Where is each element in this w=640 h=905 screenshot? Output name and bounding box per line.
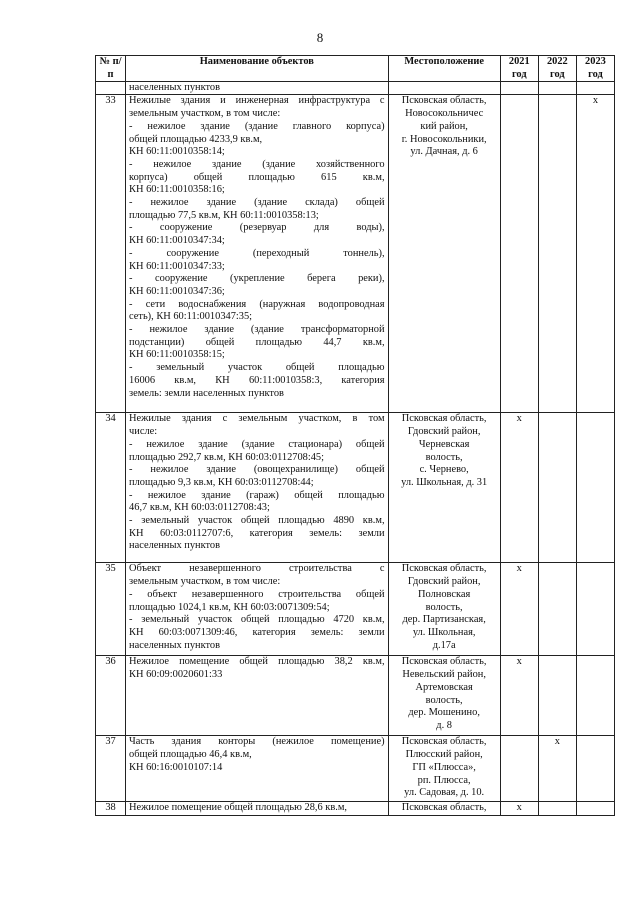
object-name-line: - сооружение (резервуар для воды),: [129, 222, 385, 234]
location-line: волость,: [425, 694, 463, 706]
year-2021-mark: [500, 95, 538, 413]
object-name-line: - объект незавершенного строительства общей: [129, 588, 385, 600]
row-number: 33: [96, 95, 126, 413]
object-name-line: земельным участком, в том числе:: [129, 108, 281, 120]
object-name-line: населенных пунктов: [129, 540, 220, 552]
object-name-line: сеть), КН 60:11:0010347:35;: [129, 311, 253, 323]
object-name-line: Нежилое помещение общей площадью 28,6 кв.м,: [129, 802, 348, 814]
object-name-line: - нежилое здание (здание трансформаторной: [129, 324, 385, 336]
object-name-line: корпуса) общей площадью 615 кв.м,: [129, 171, 385, 183]
object-name-line: - сооружение (переходный тоннель),: [129, 247, 385, 259]
row-number: 35: [96, 563, 126, 656]
location-line: Псковская область,: [401, 563, 487, 575]
location-line: ГП «Плюсса»,: [412, 761, 476, 773]
table-row: [96, 95, 615, 413]
object-name-line: КН 60:03:0071309:46, категория земель: земли: [129, 626, 385, 638]
object-location: [388, 802, 500, 816]
header-location: Местоположение: [388, 56, 500, 82]
table-row: [96, 413, 615, 563]
object-name-line: подстанции) общей площадью 44,7 кв.м,: [129, 336, 385, 348]
location-line: дер. Мошенино,: [408, 707, 480, 719]
location-line: Псковская область,: [401, 95, 487, 107]
object-name-line: 46,7 кв.м, КН 60:03:0112708:43;: [129, 502, 270, 514]
object-name-line: - нежилое здание (здание главного корпуса): [129, 120, 385, 132]
header-2021: 2021 год: [500, 56, 538, 82]
object-name-line: Объект незавершенного строительства с: [129, 563, 385, 575]
object-name-line: общей площадью 4233,9 кв.м,: [129, 133, 263, 145]
location-line: Черневская: [418, 438, 470, 450]
object-name-line: КН 60:03:0112707:6, категория земель: земли: [129, 527, 385, 539]
row-number: 38: [96, 802, 126, 816]
object-name: [126, 802, 389, 816]
location-line: ул. Садовая, д. 10.: [404, 787, 485, 799]
continuation-y2022-cell: [538, 82, 576, 95]
year-2023-mark: [576, 656, 614, 736]
object-location: [388, 656, 500, 736]
location-line: Гдовский район,: [407, 576, 481, 588]
object-name-line: площадью 9,3 кв.м, КН 60:03:0112708:44;: [129, 476, 314, 488]
row-number: 36: [96, 656, 126, 736]
year-2021-mark: х: [500, 413, 538, 563]
location-line: рп. Плюсса,: [417, 774, 471, 786]
location-line: Артемовская: [415, 681, 473, 693]
header-2023: 2023 год: [576, 56, 614, 82]
object-name-line: Нежилые здания с земельным участком, в том: [129, 413, 385, 425]
year-2023-mark: [576, 413, 614, 563]
object-name: [126, 95, 389, 413]
year-2023-mark: [576, 736, 614, 802]
location-line: Гдовский район,: [407, 426, 481, 438]
location-line: кий район,: [420, 120, 468, 132]
location-line: волость,: [425, 451, 463, 463]
table-row: [96, 563, 615, 656]
location-line: Невельский район,: [402, 669, 486, 681]
object-name-line: земель: земли населенных пунктов: [129, 387, 284, 399]
table-header-row: [96, 56, 615, 82]
page-number: 8: [316, 30, 324, 45]
object-location: [388, 95, 500, 413]
object-name-line: - земельный участок общей площадью 4890 кв.м,: [129, 515, 385, 527]
object-name-line: КН 60:11:0010358:16;: [129, 184, 225, 196]
object-name: [126, 656, 389, 736]
location-line: ул. Школьная,: [412, 626, 476, 638]
year-2022-mark: [538, 802, 576, 816]
year-2022-mark: [538, 656, 576, 736]
object-name-line: населенных пунктов: [129, 639, 220, 651]
location-line: Псковская область,: [401, 736, 487, 748]
object-name-line: общей площадью 46,4 кв.м,: [129, 749, 252, 761]
object-name-line: КН 60:11:0010347:33;: [129, 260, 225, 272]
object-name-line: Нежилое помещение общей площадью 38,2 кв.м,: [129, 656, 385, 668]
objects-table: [95, 55, 615, 816]
object-name-line: площадью 77,5 кв.м, КН 60:11:0010358:13;: [129, 209, 319, 221]
object-name-line: 16006 кв.м, КН 60:11:0010358:3, категория: [129, 374, 385, 386]
continuation-y2021-cell: [500, 82, 538, 95]
continuation-row: [96, 82, 615, 95]
object-location: [388, 413, 500, 563]
object-name-line: - земельный участок общей площадью: [129, 362, 385, 374]
location-line: с. Чернево,: [419, 464, 469, 476]
location-line: д.17а: [432, 639, 456, 651]
location-line: Псковская область,: [401, 656, 487, 668]
object-name-line: КН 60:11:0010347:36;: [129, 285, 225, 297]
object-name-line: КН 60:16:0010107:14: [129, 761, 223, 773]
object-name-line: Часть здания конторы (нежилое помещение): [129, 736, 385, 748]
location-line: Плюсский район,: [405, 749, 483, 761]
year-2022-mark: [538, 413, 576, 563]
object-name-line: - сети водоснабжения (наружная водопроводная: [129, 298, 385, 310]
location-line: г. Новосокольники,: [401, 133, 487, 145]
location-line: ул. Школьная, д. 31: [401, 476, 488, 488]
year-2021-mark: х: [500, 656, 538, 736]
continuation-loc-cell: [388, 82, 500, 95]
object-name-line: Нежилые здания и инженерная инфраструктура с: [129, 95, 385, 107]
year-2022-mark: [538, 563, 576, 656]
table-row: [96, 656, 615, 736]
object-name-line: - нежилое здание (здание хозяйственного: [129, 158, 385, 170]
year-2021-mark: х: [500, 563, 538, 656]
object-name: [126, 736, 389, 802]
object-name-line: КН 60:11:0010347:34;: [129, 235, 225, 247]
header-2022: 2022 год: [538, 56, 576, 82]
object-name-line: - нежилое здание (здание склада) общей: [129, 197, 385, 209]
year-2022-mark: х: [538, 736, 576, 802]
table-row: [96, 802, 615, 816]
year-2021-mark: [500, 736, 538, 802]
location-line: д. 8: [436, 719, 452, 731]
object-name-line: КН 60:11:0010358:14;: [129, 146, 225, 158]
object-name-line: КН 60:11:0010358:15;: [129, 349, 225, 361]
object-location: [388, 563, 500, 656]
table-row: [96, 736, 615, 802]
location-line: Псковская область,: [401, 413, 487, 425]
continuation-num-cell: [96, 82, 126, 95]
object-name: [126, 413, 389, 563]
object-name-line: - нежилое здание (гараж) общей площадью: [129, 489, 385, 501]
location-line: Псковская область,: [401, 802, 487, 814]
header-num: № п/п: [96, 56, 126, 82]
object-name-line: площадью 1024,1 кв.м, КН 60:03:0071309:54;: [129, 601, 330, 613]
object-name-line: - земельный участок общей площадью 4720 кв.м,: [129, 614, 385, 626]
object-name-line: числе:: [129, 426, 158, 438]
continuation-text: населенных пунктов: [126, 82, 389, 95]
object-location: [388, 736, 500, 802]
object-name: [126, 563, 389, 656]
continuation-y2023-cell: [576, 82, 614, 95]
location-line: Новосокольничес: [405, 108, 484, 120]
row-number: 34: [96, 413, 126, 563]
object-name-line: площадью 292,7 кв.м, КН 60:03:0112708:45;: [129, 451, 325, 463]
year-2023-mark: х: [576, 95, 614, 413]
object-name-line: - сооружение (укрепление берега реки),: [129, 273, 385, 285]
year-2022-mark: [538, 95, 576, 413]
object-name-line: КН 60:09:0020601:33: [129, 669, 223, 681]
location-line: дер. Партизанская,: [402, 614, 486, 626]
row-number: 37: [96, 736, 126, 802]
location-line: Полновская: [418, 588, 471, 600]
location-line: ул. Дачная, д. 6: [410, 146, 478, 158]
object-name-line: земельным участком, в том числе:: [129, 576, 281, 588]
year-2023-mark: [576, 802, 614, 816]
location-line: волость,: [425, 601, 463, 613]
object-name-line: - нежилое здание (здание стационара) общей: [129, 438, 385, 450]
object-name-line: - нежилое здание (овощехранилище) общей: [129, 464, 385, 476]
year-2023-mark: [576, 563, 614, 656]
year-2021-mark: х: [500, 802, 538, 816]
header-name: Наименование объектов: [126, 56, 389, 82]
